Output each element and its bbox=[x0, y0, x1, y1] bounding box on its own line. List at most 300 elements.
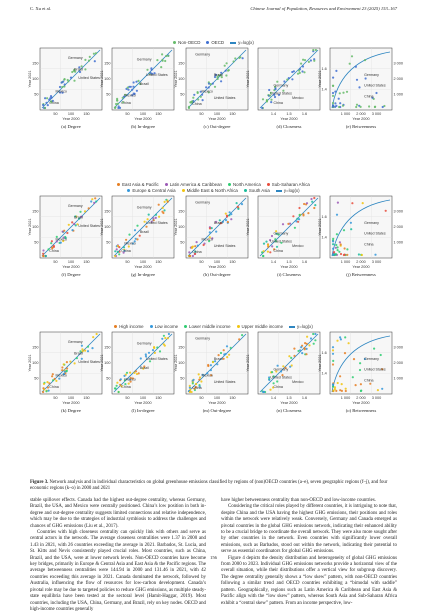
data-point bbox=[145, 226, 147, 228]
x-tick-label: 1 000 bbox=[340, 396, 351, 400]
data-point bbox=[155, 214, 157, 216]
legend-line-swatch bbox=[276, 190, 282, 192]
data-point bbox=[266, 100, 268, 102]
country-label: Germany bbox=[273, 231, 289, 236]
country-label: United States bbox=[364, 367, 386, 372]
data-point bbox=[374, 254, 376, 256]
data-point bbox=[87, 350, 89, 352]
data-point bbox=[332, 243, 334, 245]
country-label: Brazil bbox=[139, 82, 149, 87]
data-point bbox=[226, 62, 228, 64]
data-point bbox=[164, 337, 166, 339]
country-label: China bbox=[364, 94, 374, 99]
data-point bbox=[216, 363, 218, 365]
legend-dot-swatch bbox=[173, 41, 176, 44]
data-point bbox=[53, 245, 55, 247]
data-point bbox=[207, 365, 209, 367]
paragraph: Countries with high closeness centrality can quickly link with others and serve as central actors in the network. The average closeness centralities were 1.37 in 2000 and 1.43 in 2021, with 26 countries exceeding the average in 2021. Barbados, St. Lucia, and St. Kitts and Nevis consistently played crucial roles. Most countries, such as China, Brazil, and the USA, were at lower network levels. Non-OECD countries have become key bridges, primarily in Europe & Central Asia and East Asia & the Pacific regions. The average betweenness centralities were 144.94 in 2000 and 131.46 in 2021, with 42 countries exceeding this average in 2021. Canada dominated the network, followed by Australia, influencing the flow of resources for low-carbon development. Canada’s pivotal role may be due to targeted policies to reduce GHG emissions, as multiple steady-state equilibria have been tested at the sectoral level (Hamit-Haggar, 2019). Most countries, including the USA, China, Germany, and Brazil, rely on key nodes. OECD and high-income countries generally bbox=[30, 530, 206, 612]
y-tick-label: 3 000 bbox=[393, 61, 404, 66]
legend-item bbox=[289, 324, 313, 329]
legend-label: Latin America & Caribbean bbox=[169, 182, 222, 187]
data-point bbox=[63, 79, 65, 81]
data-point bbox=[116, 100, 118, 102]
data-point bbox=[377, 389, 379, 391]
y-tick-label: 150 bbox=[32, 209, 39, 214]
data-point bbox=[76, 357, 78, 359]
data-point bbox=[114, 106, 116, 108]
data-point bbox=[225, 219, 227, 221]
data-point bbox=[84, 350, 86, 352]
data-point bbox=[90, 200, 92, 202]
x-tick-label: 1.6 bbox=[301, 260, 308, 264]
panel-caption: (l) In-degree bbox=[131, 408, 155, 413]
y-tick-label: 1 000 bbox=[393, 376, 404, 381]
data-point bbox=[306, 202, 308, 204]
data-point bbox=[162, 207, 164, 209]
data-point bbox=[340, 338, 342, 340]
country-label: Brazil bbox=[213, 356, 223, 361]
x-tick-label: 100 bbox=[139, 396, 147, 400]
data-point bbox=[224, 65, 226, 67]
country-label: United States bbox=[78, 360, 100, 364]
x-tick-label: 50 bbox=[125, 396, 130, 400]
data-point bbox=[308, 61, 310, 63]
data-point bbox=[94, 60, 96, 62]
country-label: Brazil bbox=[74, 351, 84, 356]
data-point bbox=[64, 371, 66, 373]
data-point bbox=[310, 198, 312, 200]
data-point bbox=[262, 255, 264, 257]
x-tick-label: 50 bbox=[53, 260, 58, 264]
scatter-panel bbox=[100, 48, 174, 132]
data-point bbox=[230, 213, 232, 215]
country-label: Mexico bbox=[55, 89, 67, 94]
data-point bbox=[167, 55, 169, 57]
data-point bbox=[300, 63, 302, 65]
scatter-plot bbox=[246, 48, 327, 124]
data-point bbox=[136, 225, 138, 227]
data-point bbox=[133, 81, 135, 83]
data-point bbox=[205, 86, 207, 88]
y-tick-label: 3 000 bbox=[393, 345, 404, 350]
scatter-plot bbox=[174, 196, 248, 272]
data-point bbox=[346, 254, 348, 256]
data-point bbox=[201, 94, 203, 96]
data-point bbox=[116, 385, 118, 387]
scatter-plot bbox=[174, 332, 248, 408]
country-label: United States bbox=[146, 356, 168, 361]
data-point bbox=[194, 245, 196, 247]
data-point bbox=[294, 227, 296, 229]
data-point bbox=[94, 197, 96, 199]
data-point bbox=[136, 373, 138, 375]
data-point bbox=[341, 383, 343, 385]
data-point bbox=[200, 96, 202, 98]
data-point bbox=[305, 353, 307, 355]
data-point bbox=[42, 253, 44, 255]
y-axis-title: Year 2021 bbox=[318, 354, 322, 372]
data-point bbox=[131, 89, 133, 91]
country-label: China bbox=[192, 102, 202, 106]
data-point bbox=[332, 346, 334, 348]
data-point bbox=[353, 358, 355, 360]
legend-label: South Asia bbox=[248, 188, 270, 193]
data-point bbox=[189, 391, 191, 393]
data-point bbox=[312, 333, 314, 335]
data-point bbox=[161, 338, 163, 340]
data-point bbox=[95, 52, 97, 54]
data-point bbox=[336, 233, 338, 235]
country-label: Mexico bbox=[124, 241, 136, 246]
scatter-plot bbox=[100, 196, 174, 272]
legend-dot-swatch bbox=[237, 325, 240, 328]
legend-label: Sub-Saharan Africa bbox=[271, 182, 310, 187]
data-point bbox=[360, 106, 362, 108]
data-point bbox=[197, 92, 199, 94]
data-point bbox=[311, 201, 313, 203]
data-point bbox=[228, 214, 230, 216]
country-label: Germany bbox=[136, 341, 152, 346]
country-label: Brazil bbox=[139, 230, 149, 235]
data-point bbox=[118, 391, 120, 393]
x-tick-label: 1.5 bbox=[286, 396, 292, 400]
data-point bbox=[338, 106, 340, 108]
scatter-plot bbox=[174, 48, 248, 124]
panel-caption: (j) Betweenness bbox=[346, 272, 376, 277]
x-tick-label: 100 bbox=[139, 260, 147, 264]
country-label: United States bbox=[78, 224, 100, 228]
x-tick-label: 150 bbox=[229, 260, 236, 264]
y-axis-title: Year 2021 bbox=[28, 218, 32, 236]
data-point bbox=[42, 249, 44, 251]
x-tick-label: 1.5 bbox=[286, 260, 292, 264]
data-point bbox=[290, 357, 292, 359]
data-point bbox=[300, 346, 302, 348]
data-point bbox=[209, 227, 211, 229]
legend-item bbox=[127, 188, 175, 194]
x-tick-label: 100 bbox=[139, 112, 147, 116]
data-point bbox=[70, 77, 72, 79]
y-axis-title: Year 2021 bbox=[100, 70, 104, 88]
scatter-plot bbox=[100, 332, 174, 408]
data-point bbox=[339, 241, 341, 243]
x-axis-title: Year 2000 bbox=[352, 265, 370, 269]
data-point bbox=[314, 204, 316, 206]
data-point bbox=[136, 90, 138, 92]
data-point bbox=[301, 70, 303, 72]
legend-label: Europe & Central Asia bbox=[132, 188, 176, 193]
data-point bbox=[192, 382, 194, 384]
data-point bbox=[160, 66, 162, 68]
data-point bbox=[163, 343, 165, 345]
y-tick-label: 2 000 bbox=[393, 77, 404, 82]
data-point bbox=[304, 59, 306, 61]
data-point bbox=[189, 387, 191, 389]
data-point bbox=[332, 85, 334, 87]
data-point bbox=[193, 379, 195, 381]
legend-item bbox=[206, 40, 224, 45]
data-point bbox=[226, 215, 228, 217]
data-point bbox=[262, 98, 264, 100]
data-point bbox=[339, 336, 341, 338]
x-tick-label: 1.6 bbox=[301, 396, 308, 400]
data-point bbox=[140, 357, 142, 359]
data-point bbox=[355, 384, 357, 386]
data-point bbox=[332, 105, 334, 107]
scatter-panel bbox=[28, 48, 102, 132]
data-point bbox=[46, 381, 48, 383]
data-point bbox=[151, 69, 153, 71]
y-tick-label: 150 bbox=[104, 61, 111, 66]
data-point bbox=[62, 231, 64, 233]
y-tick-label: 1.6 bbox=[321, 214, 327, 219]
plot-frame bbox=[330, 48, 392, 110]
data-point bbox=[196, 241, 198, 243]
panel-caption: (k) Degree bbox=[61, 408, 81, 413]
legend-income bbox=[0, 324, 427, 329]
data-point bbox=[63, 85, 65, 87]
y-tick-label: 1 000 bbox=[393, 92, 404, 97]
data-point bbox=[189, 255, 191, 257]
x-tick-label: 150 bbox=[229, 396, 236, 400]
data-point bbox=[46, 97, 48, 99]
data-point bbox=[360, 383, 362, 385]
data-point bbox=[332, 349, 334, 351]
x-axis-title: Year 2000 bbox=[134, 117, 152, 121]
data-point bbox=[238, 57, 240, 59]
data-point bbox=[202, 99, 204, 101]
y-tick-label: 50 bbox=[180, 376, 185, 381]
data-point bbox=[88, 60, 90, 62]
data-point bbox=[381, 388, 383, 390]
data-point bbox=[217, 78, 219, 80]
data-point bbox=[60, 242, 62, 244]
data-point bbox=[45, 390, 47, 392]
data-point bbox=[91, 198, 93, 200]
data-point bbox=[242, 57, 244, 59]
y-tick-label: 1.4 bbox=[321, 371, 327, 376]
y-tick-label: 50 bbox=[180, 92, 185, 97]
figure-caption bbox=[30, 480, 397, 492]
data-point bbox=[214, 86, 216, 88]
data-point bbox=[263, 243, 265, 245]
legend-label: Upper middle income bbox=[241, 324, 284, 329]
data-point bbox=[161, 211, 163, 213]
data-point bbox=[335, 70, 337, 72]
data-point bbox=[269, 389, 271, 391]
panel-caption: (b) In-degree bbox=[130, 124, 156, 129]
data-point bbox=[224, 353, 226, 355]
data-point bbox=[210, 369, 212, 371]
data-point bbox=[332, 353, 334, 355]
x-axis-title: Year 2000 bbox=[62, 401, 80, 405]
data-point bbox=[283, 80, 285, 82]
x-tick-label: 50 bbox=[199, 112, 204, 116]
data-point bbox=[332, 95, 334, 97]
country-label: Germany bbox=[67, 56, 83, 61]
data-point bbox=[314, 333, 316, 335]
country-label: United States bbox=[213, 243, 236, 248]
data-point bbox=[307, 212, 309, 214]
data-point bbox=[155, 217, 157, 219]
data-point bbox=[332, 383, 334, 385]
legend-label: y=log(x) bbox=[297, 324, 313, 329]
data-point bbox=[345, 388, 347, 390]
country-label: China bbox=[192, 250, 202, 254]
x-tick-label: 1 000 bbox=[340, 260, 351, 264]
data-point bbox=[210, 83, 212, 85]
x-axis-title: Year 2000 bbox=[280, 117, 298, 121]
data-point bbox=[215, 231, 217, 233]
y-tick-label: 150 bbox=[32, 345, 39, 350]
data-point bbox=[334, 388, 336, 390]
data-point bbox=[365, 77, 367, 79]
data-point bbox=[118, 246, 120, 248]
data-point bbox=[380, 354, 382, 356]
country-label: United States bbox=[270, 239, 292, 244]
x-tick-label: 2 000 bbox=[356, 396, 366, 400]
x-axis-title: Year 2000 bbox=[62, 265, 80, 269]
data-point bbox=[42, 104, 44, 106]
country-label: United States bbox=[213, 379, 236, 384]
x-tick-label: 3 000 bbox=[371, 112, 382, 116]
y-axis-title: Year 2021 bbox=[318, 218, 322, 236]
x-tick-label: 50 bbox=[125, 112, 130, 116]
data-point bbox=[66, 367, 68, 369]
data-point bbox=[50, 242, 52, 244]
x-axis-title: Year 2000 bbox=[352, 401, 370, 405]
legend-oecd bbox=[0, 40, 427, 45]
y-tick-label: 100 bbox=[178, 361, 185, 366]
data-point bbox=[282, 223, 284, 225]
data-point bbox=[337, 246, 339, 248]
data-point bbox=[135, 370, 137, 372]
data-point bbox=[210, 364, 212, 366]
data-point bbox=[291, 78, 293, 80]
data-point bbox=[61, 369, 63, 371]
x-tick-label: 1.6 bbox=[301, 112, 308, 116]
data-point bbox=[120, 378, 122, 380]
y-tick-label: 50 bbox=[34, 92, 39, 97]
data-point bbox=[298, 207, 300, 209]
data-point bbox=[313, 197, 315, 199]
data-point bbox=[226, 345, 228, 347]
data-point bbox=[58, 378, 60, 380]
data-point bbox=[356, 104, 358, 106]
legend-item bbox=[150, 324, 178, 329]
data-point bbox=[345, 390, 347, 392]
data-point bbox=[352, 376, 354, 378]
data-point bbox=[84, 68, 86, 70]
data-point bbox=[304, 348, 306, 350]
data-point bbox=[164, 60, 166, 62]
data-point bbox=[161, 53, 163, 55]
data-point bbox=[73, 223, 75, 225]
x-axis-title: Year 2000 bbox=[280, 265, 298, 269]
data-point bbox=[54, 378, 56, 380]
data-point bbox=[117, 251, 119, 253]
legend-label: y=log(x) bbox=[238, 40, 254, 45]
legend-item bbox=[244, 188, 270, 194]
data-point bbox=[236, 202, 238, 204]
x-tick-label: 150 bbox=[83, 112, 90, 116]
data-point bbox=[220, 80, 222, 82]
data-point bbox=[340, 253, 342, 255]
country-label: Mexico bbox=[292, 379, 304, 384]
data-point bbox=[337, 382, 339, 384]
y-tick-label: 2 000 bbox=[393, 225, 404, 230]
body-column-right bbox=[221, 498, 397, 607]
scatter-panel bbox=[246, 332, 327, 416]
data-point bbox=[200, 380, 202, 382]
scatter-plot bbox=[246, 196, 327, 272]
x-tick-label: 3 000 bbox=[371, 260, 382, 264]
country-label: Germany bbox=[364, 220, 379, 225]
data-point bbox=[197, 98, 199, 100]
legend-label: East Asia & Pacific bbox=[122, 182, 159, 187]
data-point bbox=[308, 344, 310, 346]
data-point bbox=[51, 375, 53, 377]
data-point bbox=[61, 86, 63, 88]
data-point bbox=[74, 362, 76, 364]
data-point bbox=[274, 88, 276, 90]
legend-line-swatch bbox=[289, 326, 295, 328]
country-label: United States bbox=[146, 220, 168, 225]
scatter-panel bbox=[246, 48, 327, 132]
data-point bbox=[312, 49, 314, 51]
x-tick-label: 3 000 bbox=[371, 396, 382, 400]
panel-caption: (g) In-degree bbox=[130, 272, 156, 277]
country-label: Germany bbox=[195, 336, 211, 341]
data-point bbox=[289, 366, 291, 368]
data-point bbox=[48, 390, 50, 392]
y-tick-label: 150 bbox=[104, 209, 111, 214]
data-point bbox=[44, 107, 46, 109]
caption-text: Network analysis and in individual characteristics on global greenhouse emissions classified by regions of (non)OECD countries (a–e), seven geographic regions (f–j), and four economic regions (k–o) in 2000 and 2021 bbox=[30, 480, 388, 491]
data-point bbox=[269, 251, 271, 253]
data-point bbox=[116, 248, 118, 250]
x-tick-label: 150 bbox=[155, 260, 162, 264]
scatter-panel bbox=[174, 196, 248, 280]
data-point bbox=[192, 97, 194, 99]
data-point bbox=[133, 372, 135, 374]
legend-dot-swatch bbox=[114, 325, 117, 328]
data-point bbox=[148, 352, 150, 354]
data-point bbox=[146, 69, 148, 71]
y-tick-label: 1.6 bbox=[321, 66, 327, 71]
x-tick-label: 150 bbox=[155, 396, 162, 400]
data-point bbox=[313, 60, 315, 62]
data-point bbox=[293, 355, 295, 357]
data-point bbox=[84, 59, 86, 61]
data-point bbox=[165, 55, 167, 57]
x-tick-label: 1.4 bbox=[270, 112, 277, 116]
legend-item bbox=[276, 188, 300, 194]
x-axis-title: Year 2000 bbox=[134, 265, 152, 269]
panel-caption: (a) Degree bbox=[61, 124, 81, 129]
scatter-panel bbox=[28, 196, 102, 280]
data-point bbox=[234, 57, 236, 59]
country-label: Germany bbox=[273, 367, 289, 372]
x-tick-label: 100 bbox=[213, 112, 221, 116]
data-point bbox=[306, 336, 308, 338]
x-tick-label: 1.4 bbox=[270, 396, 277, 400]
x-tick-label: 1.5 bbox=[286, 112, 292, 116]
data-point bbox=[209, 231, 211, 233]
data-point bbox=[71, 71, 73, 73]
data-point bbox=[237, 206, 239, 208]
data-point bbox=[271, 245, 273, 247]
